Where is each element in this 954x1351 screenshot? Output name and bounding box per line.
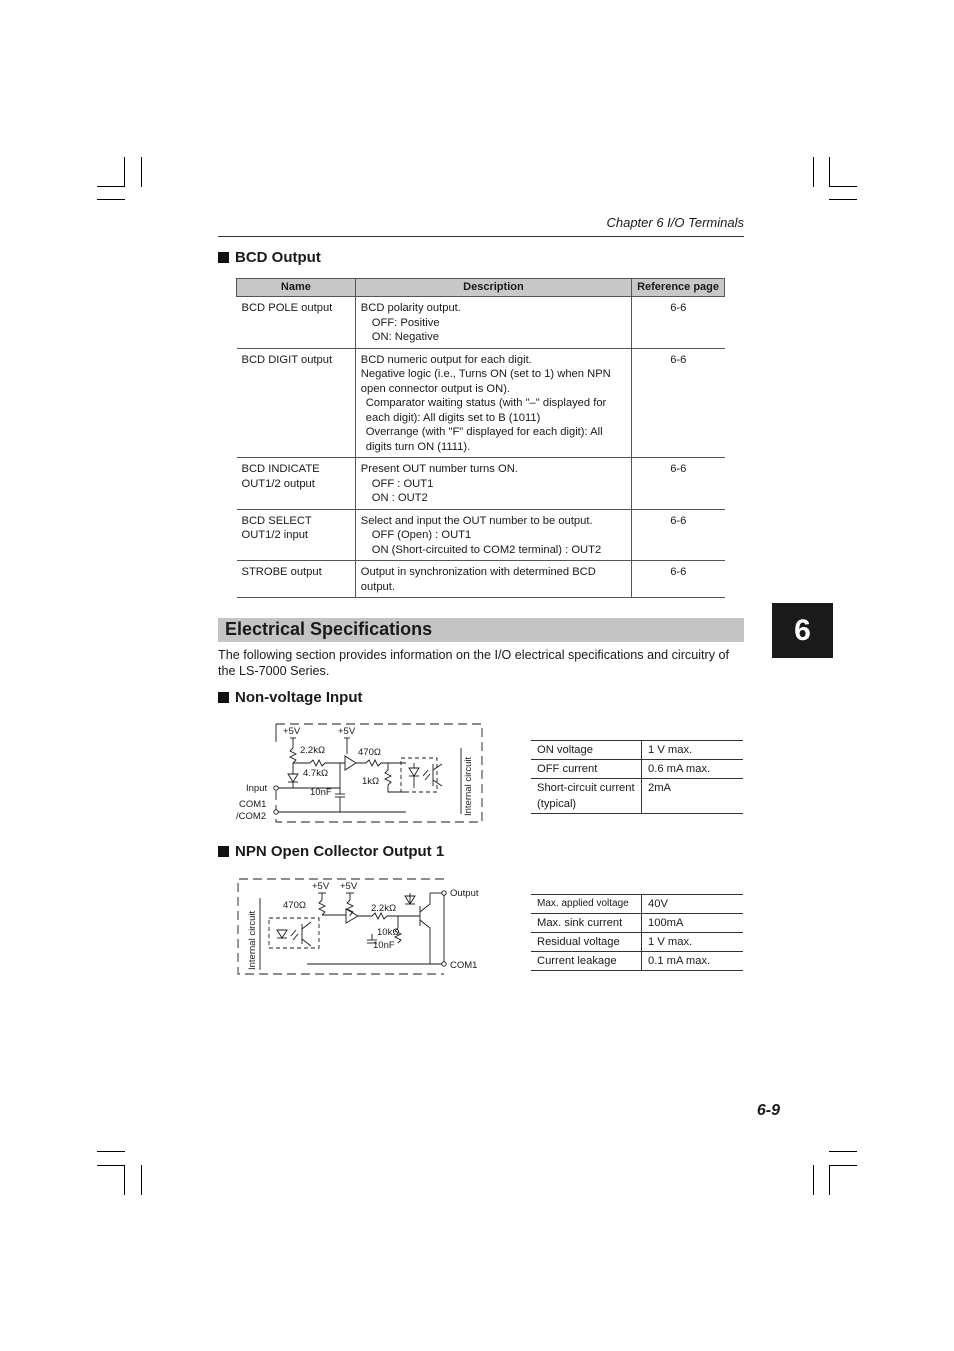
column-header: Reference page [632, 279, 725, 297]
spec-row [531, 895, 743, 914]
spec-label: Current leakage [537, 955, 617, 967]
row-description-line: ON : OUT2 [371, 492, 428, 504]
row-name-cell [237, 348, 356, 458]
diagram-label: 10nF [373, 940, 395, 951]
diagram-label: Internal circuit [463, 756, 474, 816]
row-description-line: each digit): All digits set to B (1011) [365, 411, 541, 424]
diagram-label: 2.2kΩ [371, 903, 397, 914]
electrical-specifications-banner [218, 618, 744, 642]
row-name-text: BCD INDICATE [241, 463, 320, 475]
header-rule [218, 236, 744, 237]
diagram-label: 1kΩ [362, 776, 380, 787]
row-description-cell [355, 297, 631, 349]
table-row [237, 297, 725, 349]
row-name-text: STROBE output [241, 566, 322, 578]
spec-row [531, 760, 743, 779]
diagram-label: COM1 [450, 960, 478, 971]
spec-value: 100mA [642, 914, 744, 933]
spec-value: 1 V max. [642, 741, 744, 760]
row-description-line: digits turn ON (1111). [365, 440, 471, 453]
spec-label-cell [531, 914, 642, 933]
diagram-label: 470Ω [283, 900, 306, 911]
spec-row [531, 933, 743, 952]
table-row [237, 458, 725, 510]
spec-label-cell [531, 895, 642, 914]
diagram-label: +5V [338, 726, 356, 737]
diagram-label: /COM2 [236, 811, 267, 822]
row-reference-cell: 6-6 [632, 509, 725, 561]
nonvoltage-spec-table [531, 740, 743, 814]
column-header: Name [237, 279, 356, 297]
row-description-line: Negative logic (i.e., Turns ON (set to 1) when NPN [360, 368, 611, 380]
row-description-line: Overrange (with "F" displayed for each digit): All [365, 426, 603, 438]
spec-row [531, 952, 743, 971]
row-description-line: ON: Negative [371, 331, 439, 343]
row-name-cell [237, 509, 356, 561]
row-description-cell [355, 348, 631, 458]
row-description-line: open connector output is ON). [360, 382, 511, 395]
diagram-label: Input [246, 783, 268, 794]
row-description-line: ON (Short-circuited to COM2 terminal) : OUT2 [371, 543, 602, 556]
row-description-line: Select and input the OUT number to be output. [360, 514, 593, 527]
row-reference-cell: 6-6 [632, 348, 725, 458]
row-description-line: BCD polarity output. [360, 302, 461, 314]
row-name-text: OUT1/2 output [241, 477, 315, 490]
column-header: Description [355, 279, 631, 297]
row-description-line: OFF (Open) : OUT1 [371, 529, 472, 541]
spec-label: Max. sink current [537, 917, 623, 929]
row-description-line: Comparator waiting status (with "–" displayed for [365, 397, 607, 409]
row-description-line: Output in synchronization with determined BCD [360, 566, 596, 578]
row-description-line: OFF : OUT1 [371, 477, 434, 490]
bcd-output-heading [218, 249, 321, 266]
row-description-cell [355, 561, 631, 598]
row-reference-cell: 6-6 [632, 561, 725, 598]
diagram-label: 10kΩ [377, 927, 400, 938]
row-name-text: BCD SELECT [241, 514, 312, 527]
row-name-cell [237, 561, 356, 598]
table-row [237, 509, 725, 561]
square-bullet-icon [218, 846, 229, 857]
nonvoltage-heading [218, 689, 363, 706]
spec-label: ON voltage [537, 744, 593, 756]
npn-spec-table [531, 894, 743, 971]
electrical-intro-text: The following section provides information on the I/O electrical specifications and circuitry of the LS-7000 Series. [218, 648, 729, 678]
row-name-text: OUT1/2 input [241, 529, 309, 541]
row-reference-cell: 6-6 [632, 458, 725, 510]
table-row [237, 348, 725, 458]
diagram-label: Internal circuit [247, 910, 258, 970]
spec-row [531, 914, 743, 933]
npn-heading [218, 843, 444, 860]
spec-label: OFF current [537, 763, 598, 775]
table-header-row [237, 279, 725, 297]
spec-value: 0.1 mA max. [642, 952, 744, 971]
nonvoltage-title: Non-voltage Input [235, 689, 363, 706]
spec-value: 0.6 mA max. [642, 760, 744, 779]
spec-row [531, 741, 743, 760]
diagram-label: +5V [312, 881, 330, 892]
table-row [237, 561, 725, 598]
row-description-cell [355, 458, 631, 510]
row-description-cell [355, 509, 631, 561]
electrical-specifications-title: Electrical Specifications [225, 619, 433, 639]
spec-value: 40V [642, 895, 744, 914]
spec-label-cell [531, 779, 642, 814]
row-name-text: BCD DIGIT output [241, 353, 333, 366]
spec-label: Residual voltage [537, 936, 620, 948]
row-name-text: BCD POLE output [241, 302, 333, 314]
spec-label: (typical) [537, 798, 577, 810]
row-description-line: Present OUT number turns ON. [360, 463, 518, 475]
diagram-label: 10nF [310, 787, 332, 798]
row-description-line: OFF: Positive [371, 316, 440, 329]
spec-label-cell [531, 933, 642, 952]
npn-output-circuit-diagram [232, 874, 494, 980]
diagram-label: 4.7kΩ [303, 768, 329, 779]
spec-value: 2mA [642, 779, 744, 814]
spec-row [531, 779, 743, 814]
spec-label-cell [531, 952, 642, 971]
spec-label: Short-circuit current [537, 782, 635, 794]
spec-value: 1 V max. [642, 933, 744, 952]
chapter-tab: 6 [772, 603, 833, 658]
page-number: 6-9 [756, 1102, 780, 1119]
diagram-label: +5V [283, 726, 301, 737]
row-name-cell [237, 458, 356, 510]
spec-label-cell [531, 741, 642, 760]
diagram-label: Output [450, 888, 479, 899]
spec-label-cell [531, 760, 642, 779]
npn-title: NPN Open Collector Output 1 [235, 843, 445, 860]
nonvoltage-input-circuit-diagram [228, 718, 490, 830]
row-description-line: BCD numeric output for each digit. [360, 353, 532, 366]
square-bullet-icon [218, 252, 229, 263]
diagram-label: COM1 [239, 799, 267, 810]
row-reference-cell: 6-6 [632, 297, 725, 349]
diagram-label: 470Ω [358, 747, 381, 758]
row-description-line: output. [360, 580, 395, 593]
row-name-cell [237, 297, 356, 349]
spec-label: Max. applied voltage [537, 898, 629, 909]
bcd-output-table [236, 278, 725, 598]
diagram-label: +5V [340, 881, 358, 892]
chapter-header: Chapter 6 I/O Terminals [606, 215, 744, 230]
square-bullet-icon [218, 692, 229, 703]
bcd-output-title: BCD Output [235, 249, 321, 266]
diagram-label: 2.2kΩ [300, 745, 326, 756]
